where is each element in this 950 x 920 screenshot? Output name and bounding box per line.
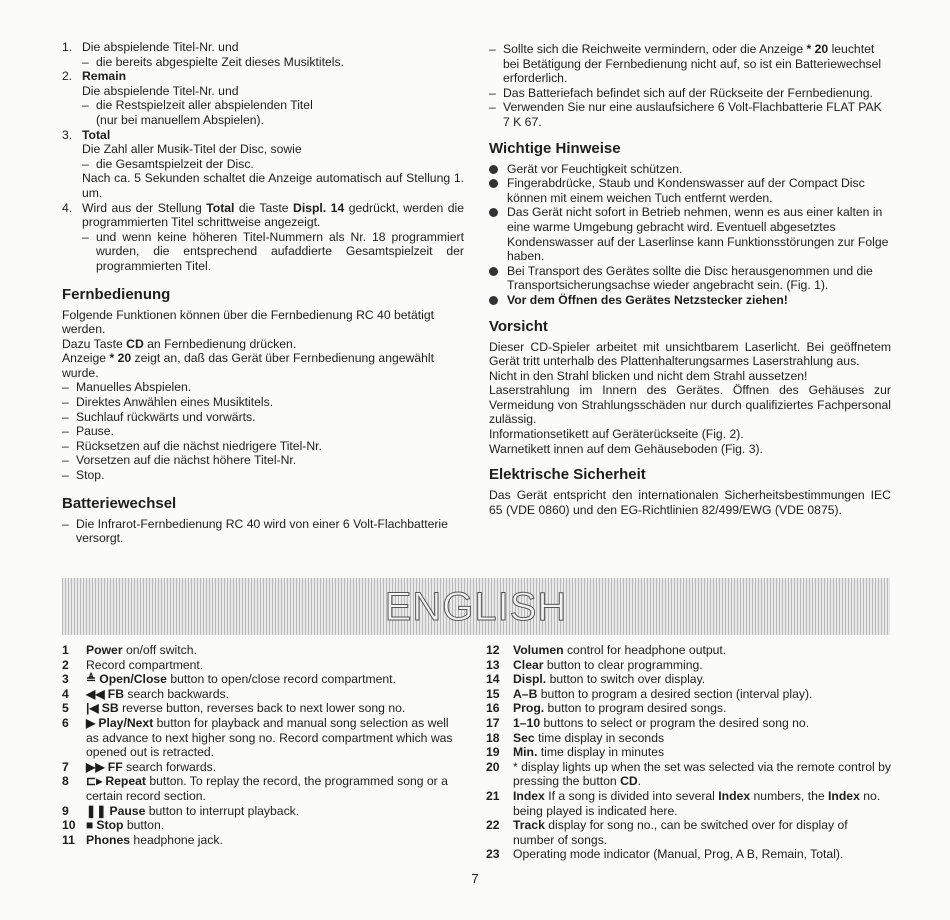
item-number: 2. — [62, 69, 73, 84]
section-heading-batteriewechsel: Batteriewechsel — [62, 494, 177, 512]
list-item: – Pause. — [62, 424, 114, 439]
banner-title: ENGLISH — [384, 584, 568, 629]
section-heading-vorsicht: Vorsicht — [489, 317, 548, 335]
item-text: Wird aus der Stellung Total die Taste Displ. 14 gedrückt, werden die programmierten Titel schrittweise angezeigt. — [82, 200, 464, 230]
play-icon: ▶ — [86, 715, 96, 730]
item-text: Die Zahl aller Musik-Titel der Disc, sowie — [82, 142, 302, 157]
control-item: 19 Min. time display in minutes — [486, 745, 665, 760]
rewind-icon: ◀◀ — [86, 686, 105, 701]
fast-forward-icon: ▶▶ — [86, 759, 105, 774]
sub-item: – die bereits abgespielte Zeit dieses Musiktitels. — [82, 54, 344, 69]
sub-item: – und wenn keine höheren Titel-Nummern als Nr. 18 programmiert wurden, die entsprechend aufaddierte Gesamtspielzeit der programmierten Titel. — [82, 229, 464, 273]
stop-icon: ■ — [86, 818, 94, 833]
list-item: Vor dem Öffnen des Gerätes Netzstecker ziehen! — [489, 293, 891, 308]
control-item: 14 Displ. button to switch over display. — [486, 672, 706, 687]
skip-back-icon: |◀ — [86, 701, 99, 716]
english-left-column — [62, 643, 464, 847]
item-heading: Remain — [82, 69, 127, 84]
bullet-icon — [489, 179, 498, 188]
sub-text: die bereits abgespielte Zeit dieses Musiktitels. — [96, 54, 344, 69]
control-item: 20 * display lights up when the set was selected via the remote control by pressing the button CD. — [486, 759, 892, 789]
control-item: 23 Operating mode indicator (Manual, Prog, A B, Remain, Total). — [486, 847, 844, 862]
section-heading-fernbedienung: Fernbedienung — [62, 285, 171, 303]
control-item: 12 Volumen control for headphone output. — [486, 643, 727, 657]
sub-text: und wenn keine höheren Titel-Nummern als Nr. 18 programmiert wurden, die entsprechend aufaddierte Gesamtspielzeit der programmierten Titel. — [96, 229, 464, 273]
paragraph: Das Gerät entspricht den internationalen Sicherheitsbestimmungen IEC 65 (VDE 0860) und den EG-Richtlinien 82/499/EWG (VDE 0875). — [489, 488, 891, 517]
list-item: Gerät vor Feuchtigkeit schützen. — [489, 162, 891, 177]
control-item: 10 ■ Stop button. — [62, 818, 165, 833]
paragraph: Anzeige * 20 zeigt an, daß das Gerät über Fernbedienung angewählt wurde. — [62, 351, 434, 380]
control-item: 6 ▶ Play/Next button for playback and manual song selection as well as advance to next higher song no. Record compartment which was opened out is retracted. — [62, 715, 453, 760]
list-item: – Vorsetzen auf die nächst höhere Titel-Nr. — [62, 453, 297, 468]
sub-tail: (nur bei manuellem Abspielen). — [96, 112, 265, 127]
bullet-icon — [489, 165, 498, 174]
bullet-icon — [489, 296, 498, 305]
list-item: – Stop. — [62, 468, 105, 483]
bullet-icon — [489, 267, 498, 276]
control-item: 7 ▶▶ FF search forwards. — [62, 759, 217, 774]
paragraph: Folgende Funktionen können über die Fernbedienung RC 40 betätigt werden. — [62, 307, 434, 337]
control-item: 11 Phones headphone jack. — [62, 832, 223, 847]
list-item: – Suchlauf rückwärts und vorwärts. — [62, 409, 256, 424]
list-item: – Die Infrarot-Fernbedienung RC 40 wird von einer 6 Volt-Flachbatterie versorgt. — [62, 516, 448, 546]
control-item: 21 Index If a song is divided into several Index numbers, the Index no. being played is indicated here. — [486, 788, 881, 818]
control-item: 8 ⊏▸ Repeat button. To replay the record, the programmed song or a certain record section. — [62, 774, 448, 803]
list-item: – Manuelles Abspielen. — [62, 380, 192, 395]
display-mode-item-2 — [62, 69, 464, 127]
control-item: 16 Prog. button to program desired songs. — [486, 701, 727, 716]
control-item: 3 ≜ Open/Close button to open/close record compartment. — [62, 672, 396, 687]
paragraph: Nicht in den Strahl blicken und nicht dem Strahl aussetzen! — [489, 368, 808, 383]
control-item: 5 |◀ SB reverse button, reverses back to next lower song no. — [62, 701, 406, 716]
sub-item: – die Gesamtspielzeit der Disc. — [82, 156, 254, 171]
display-mode-item-4 — [62, 201, 464, 274]
english-right-column — [486, 643, 891, 862]
display-mode-item-3 — [62, 128, 464, 201]
list-item: – Sollte sich die Reichweite vermindern, oder die Anzeige * 20 leuchtet bei Betätigung der Fernbedienung nicht auf, so ist ein Batteriewechsel erforderlich. — [489, 42, 882, 86]
list-item: Bei Transport des Gerätes sollte die Disc herausgenommen und die Transportsicherungsachse wieder angebracht sein. (Fig. 1). — [489, 264, 891, 293]
control-item: 9 ❚❚ Pause button to interrupt playback. — [62, 803, 300, 818]
pause-icon: ❚❚ — [86, 803, 107, 818]
bullet-icon — [489, 208, 498, 217]
eject-icon: ≜ — [86, 672, 97, 687]
item-number: 4. — [62, 200, 73, 215]
item-heading: Total — [82, 127, 111, 142]
list-item: – Verwenden Sie nur eine auslaufsichere 6 Volt-Flachbatterie FLAT PAK 7 K 67. — [489, 100, 882, 129]
list-item: Das Gerät nicht sofort in Betrieb nehmen, wenn es aus einer kalten in eine warme Umgebung gebracht wird. Eventuell abgesetztes Kondenswasser auf der Laserlinse kann Funktionsstörungen zur Folge haben. — [489, 205, 891, 263]
item-number: 1. — [62, 40, 73, 54]
control-item: 22 Track display for song no., can be switched over for display of number of songs. — [486, 818, 848, 847]
control-item: 2 Record compartment. — [62, 657, 204, 672]
paragraph: Dieser CD-Spieler arbeitet mit unsichtbarem Laserlicht. Bei geöffnetem Gerät tritt unterhalb des Plattenhalterungsarmes Laserstrahlung aus. — [489, 339, 891, 369]
control-item: 15 A–B button to program a desired section (interval play). — [486, 686, 813, 701]
control-item: 1 Power on/off switch. — [62, 643, 197, 657]
list-item: – Direktes Anwählen eines Musiktitels. — [62, 395, 274, 410]
item-text: Die abspielende Titel-Nr. und — [82, 83, 239, 98]
list-item: – Das Batteriefach befindet sich auf der Rückseite der Fernbedienung. — [489, 85, 873, 100]
item-number: 3. — [62, 127, 73, 142]
item-text: Die abspielende Titel-Nr. und — [82, 40, 239, 54]
list-item: – Rücksetzen auf die nächst niedrigere Titel-Nr. — [62, 438, 322, 453]
sub-text: die Gesamtspielzeit der Disc. — [96, 156, 254, 171]
english-section-banner — [62, 578, 890, 635]
control-item: 18 Sec time display in seconds — [486, 730, 665, 745]
control-item: 4 ◀◀ FB search backwards. — [62, 686, 229, 701]
page-number: 7 — [471, 871, 479, 886]
paragraph: Dazu Taste CD an Fernbedienung drücken. — [62, 336, 297, 351]
sub-text: die Restspielzeit aller abspielenden Titel — [96, 98, 313, 113]
paragraph: Warnetikett innen auf dem Gehäuseboden (Fig. 3). — [489, 441, 763, 456]
control-item: 17 1–10 buttons to select or program the desired song no. — [486, 715, 810, 730]
repeat-icon: ⊏▸ — [86, 774, 103, 789]
german-right-column — [489, 42, 891, 517]
item-note: Nach ca. 5 Sekunden schaltet die Anzeige automatisch auf Stellung 1. um. — [82, 171, 464, 200]
list-item: Fingerabdrücke, Staub und Kondenswasser auf der Compact Disc können mit einem weichen Tuch entfernt werden. — [489, 176, 891, 205]
section-heading-wichtige-hinweise: Wichtige Hinweise — [489, 139, 621, 157]
sub-item: – die Restspielzeit aller abspielenden Titel — [82, 98, 313, 113]
section-heading-elektrische-sicherheit: Elektrische Sicherheit — [489, 466, 646, 484]
german-left-column — [62, 40, 464, 546]
remote-function-list — [62, 380, 464, 482]
control-item: 13 Clear button to clear programming. — [486, 657, 703, 672]
paragraph: Laserstrahlung im Innern des Gerätes. Öffnen des Gehäuses zur Vermeidung von Strahlungsschäden nur durch qualifiziertes Fachpersonal zulässig. — [489, 383, 891, 427]
display-mode-item-1 — [62, 40, 464, 69]
paragraph: Informationsetikett auf Geräterückseite (Fig. 2). — [489, 427, 744, 442]
